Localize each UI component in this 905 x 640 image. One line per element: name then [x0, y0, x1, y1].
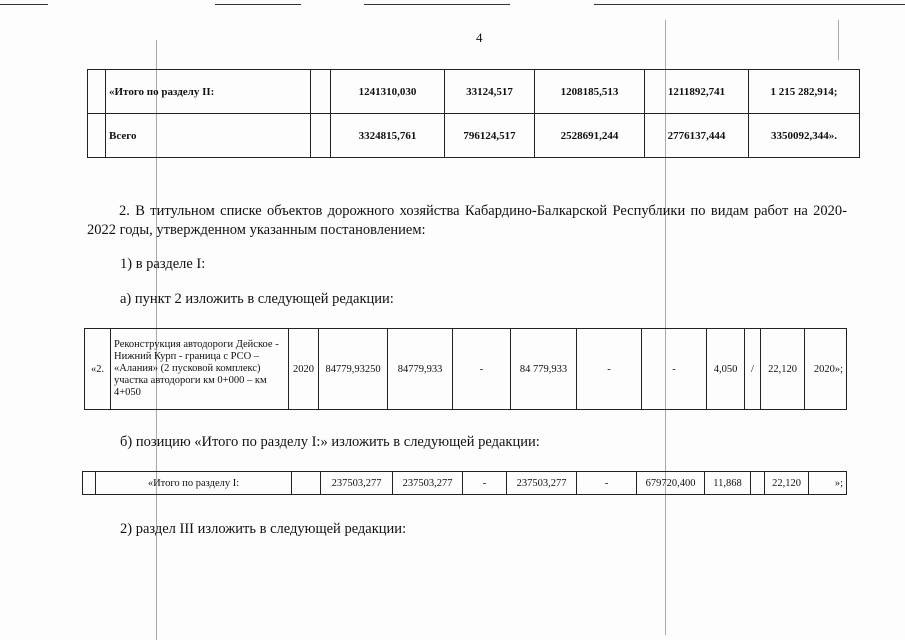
scan-line [364, 4, 510, 5]
table-row [88, 114, 860, 158]
cell-value: - [463, 472, 507, 495]
scan-line [594, 4, 905, 5]
scan-line [215, 4, 301, 5]
cell-value: 22,120 [765, 472, 809, 495]
cell-value: »; [809, 472, 847, 495]
cell-value: 84779,933 [388, 329, 453, 410]
cell-value: 237503,277 [393, 472, 463, 495]
cell-value: - [577, 329, 642, 410]
cell-value: - [453, 329, 511, 410]
cell-value: 1241310,030 [331, 70, 445, 114]
totals-table [87, 69, 860, 158]
paragraph-2: 2. В титульном списке объектов дорожного хозяйства Кабардино-Балкарской Республики по видам работ на 2020-2022 годы, утвержденном указанным постановлением: [87, 203, 847, 238]
cell-value: / [745, 329, 761, 410]
cell-value: 2528691,244 [535, 114, 645, 158]
cell-value: 3324815,761 [331, 114, 445, 158]
item-a: а) пункт 2 изложить в следующей редакции: [120, 291, 394, 307]
table-row [88, 70, 860, 114]
cell-value: 1211892,741 [645, 70, 749, 114]
cell-value: - [577, 472, 637, 495]
cell-name: Реконструкция автодороги Дейское - Нижний Курп - граница с РСО – «Алания» (2 пусковой комплекс) участка автодороги км 0+000 – км 4+050 [111, 329, 289, 410]
item-b: б) позицию «Итого по разделу I:» изложить в следующей редакции: [120, 434, 540, 450]
cell-num: «2. [85, 329, 111, 410]
row-label: «Итого по разделу I: [96, 472, 292, 495]
cell-value: 1208185,513 [535, 70, 645, 114]
cell-value: 84779,93250 [319, 329, 388, 410]
table-row [85, 329, 847, 410]
item-2: 2) раздел III изложить в следующей редакции: [120, 521, 407, 537]
cell-value: 11,868 [705, 472, 751, 495]
cell-value: 4,050 [707, 329, 745, 410]
table-row [83, 472, 847, 495]
cell-value: 33124,517 [445, 70, 535, 114]
cell-value: 1 215 282,914; [749, 70, 860, 114]
fold-line [838, 20, 839, 60]
cell-value: 3350092,344». [749, 114, 860, 158]
cell-value: 679720,400 [637, 472, 705, 495]
cell-value: 237503,277 [507, 472, 577, 495]
cell-value: - [642, 329, 707, 410]
item-1: 1) в разделе I: [120, 256, 206, 272]
cell-year: 2020 [289, 329, 319, 410]
row-label: «Итого по разделу II: [106, 70, 311, 114]
cell-value: 84 779,933 [511, 329, 577, 410]
cell-value: 2020»; [805, 329, 847, 410]
section1-total-table [82, 471, 847, 495]
row-label: Всего [106, 114, 311, 158]
cell-value: 237503,277 [321, 472, 393, 495]
page-number: 4 [476, 30, 483, 45]
cell-value: 796124,517 [445, 114, 535, 158]
point2-table [84, 328, 847, 410]
cell-value: 2776137,444 [645, 114, 749, 158]
cell-value: 22,120 [761, 329, 805, 410]
scan-line [0, 4, 48, 5]
